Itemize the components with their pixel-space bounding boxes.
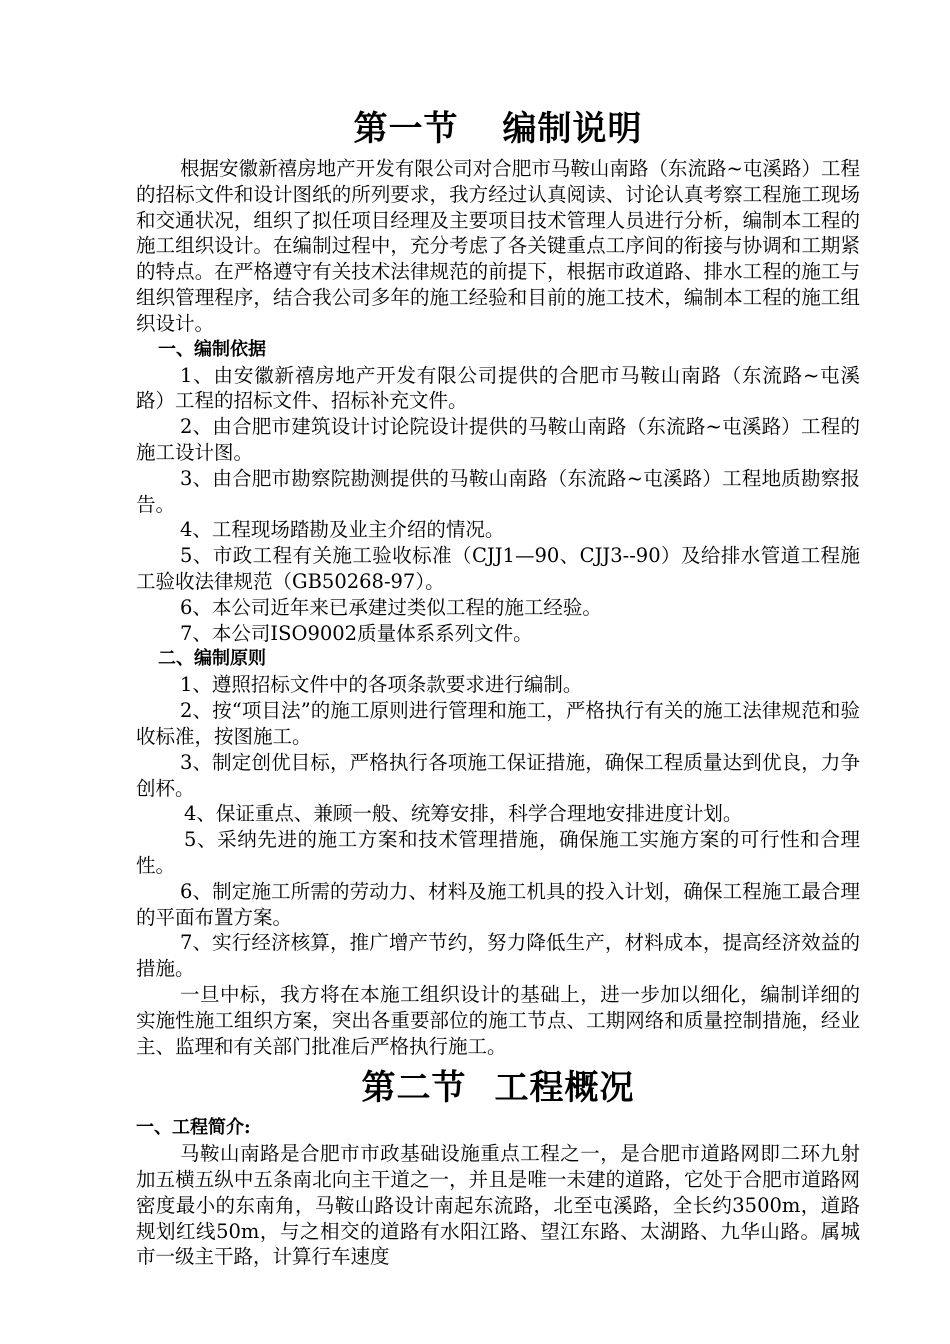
project-intro-text: 马鞍山南路是合肥市市政基础设施重点工程之一，是合肥市道路网即二环九射加五横五纵中五条南北向主干道之一，并且是唯一未建的道路，它处于合肥市道路网密度最小的东南角，马鞍山路设计南起东流路，北至屯溪路，全长约3500m，道路规划红线50m，与之相交的道路有水阳江路、望江东路、太湖路、九华山路。属城市一级主干路，计算行车速度 [136,1142,860,1269]
basis-item-2: 2、由合肥市建筑设计讨论院设计提供的马鞍山南路（东流路~屯溪路）工程的施工设计图。 [136,415,860,464]
section-2-number: 第二节 [361,1068,467,1109]
basis-item-7: 7、本公司ISO9002质量体系系列文件。 [180,621,533,645]
basis-item-6: 6、本公司近年来已承建过类似工程的施工经验。 [180,595,602,619]
principle-item-4: 4、保证重点、兼顾一般、统筹安排，科学合理地安排进度计划。 [184,802,743,826]
basis-item-1: 1、由安徽新禧房地产开发有限公司提供的合肥市马鞍山南路（东流路~屯溪路）工程的招标文件、招标补充文件。 [136,363,860,413]
principle-item-1: 1、遵照招标文件中的各项条款要求进行编制。 [180,673,583,697]
section-2-title: 工程概况 [494,1068,635,1109]
section-1-heading [136,104,860,154]
section-1-number: 第一节 [353,109,459,149]
principle-item-3: 3、制定创优目标，严格执行各项施工保证措施，确保工程质量达到优良，力争创杯。 [136,750,860,800]
principle-item-6: 6、制定施工所需的劳动力、材料及施工机具的投入计划，确保工程施工最合理的平面布置方案。 [136,879,860,929]
principles-heading: 二、编制原则 [158,648,266,670]
document-page [136,100,860,1270]
section-1-intro: 根据安徽新禧房地产开发有限公司对合肥市马鞍山南路（东流路~屯溪路）工程的招标文件和设计图纸的所列要求，我方经过认真阅读、讨论认真考察工程施工现场和交通状况，组织了拟任项目经理及主要项目技术管理人员进行分析，编制本工程的施工组织设计。在编制过程中，充分考虑了各关键重点工序间的衔接与协调和工期紧的特点。在严格遵守有关技术法律规范的前提下，根据市政道路、排水工程的施工与组织管理程序，结合我公司多年的施工经验和目前的施工技术，编制本工程的施工组织设计。 [136,157,860,335]
basis-item-5: 5、市政工程有关施工验收标准（CJJ1—90、CJJ3--90）及给排水管道工程施工验收法律规范（GB50268-97）。 [136,544,860,593]
project-intro-heading: 一、工程简介: [136,1117,251,1139]
section-2-heading [136,1063,860,1113]
basis-item-3: 3、由合肥市勘察院勘测提供的马鞍山南路（东流路~屯溪路）工程地质勘察报告。 [136,466,860,516]
section-1-title: 编制说明 [502,109,643,149]
principle-item-5: 5、采纳先进的施工方案和技术管理措施，确保施工实施方案的可行性和合理性。 [136,828,860,877]
basis-heading: 一、编制依据 [158,338,266,360]
principle-item-2: 2、按“项目法”的施工原则进行管理和施工，严格执行有关的施工法律规范和验收标准，按图施工。 [136,699,860,748]
principle-item-7: 7、实行经济核算，推广增产节约，努力降低生产，材料成本，提高经济效益的措施。 [136,931,860,981]
basis-item-4: 4、工程现场踏勘及业主介绍的情况。 [180,518,505,542]
section-1-closing: 一旦中标，我方将在本施工组织设计的基础上，进一步加以细化，编制详细的实施性施工组织方案，突出各重要部位的施工节点、工期网络和质量控制措施，经业主、监理和有关部门批准后严格执行施工。 [136,982,860,1058]
